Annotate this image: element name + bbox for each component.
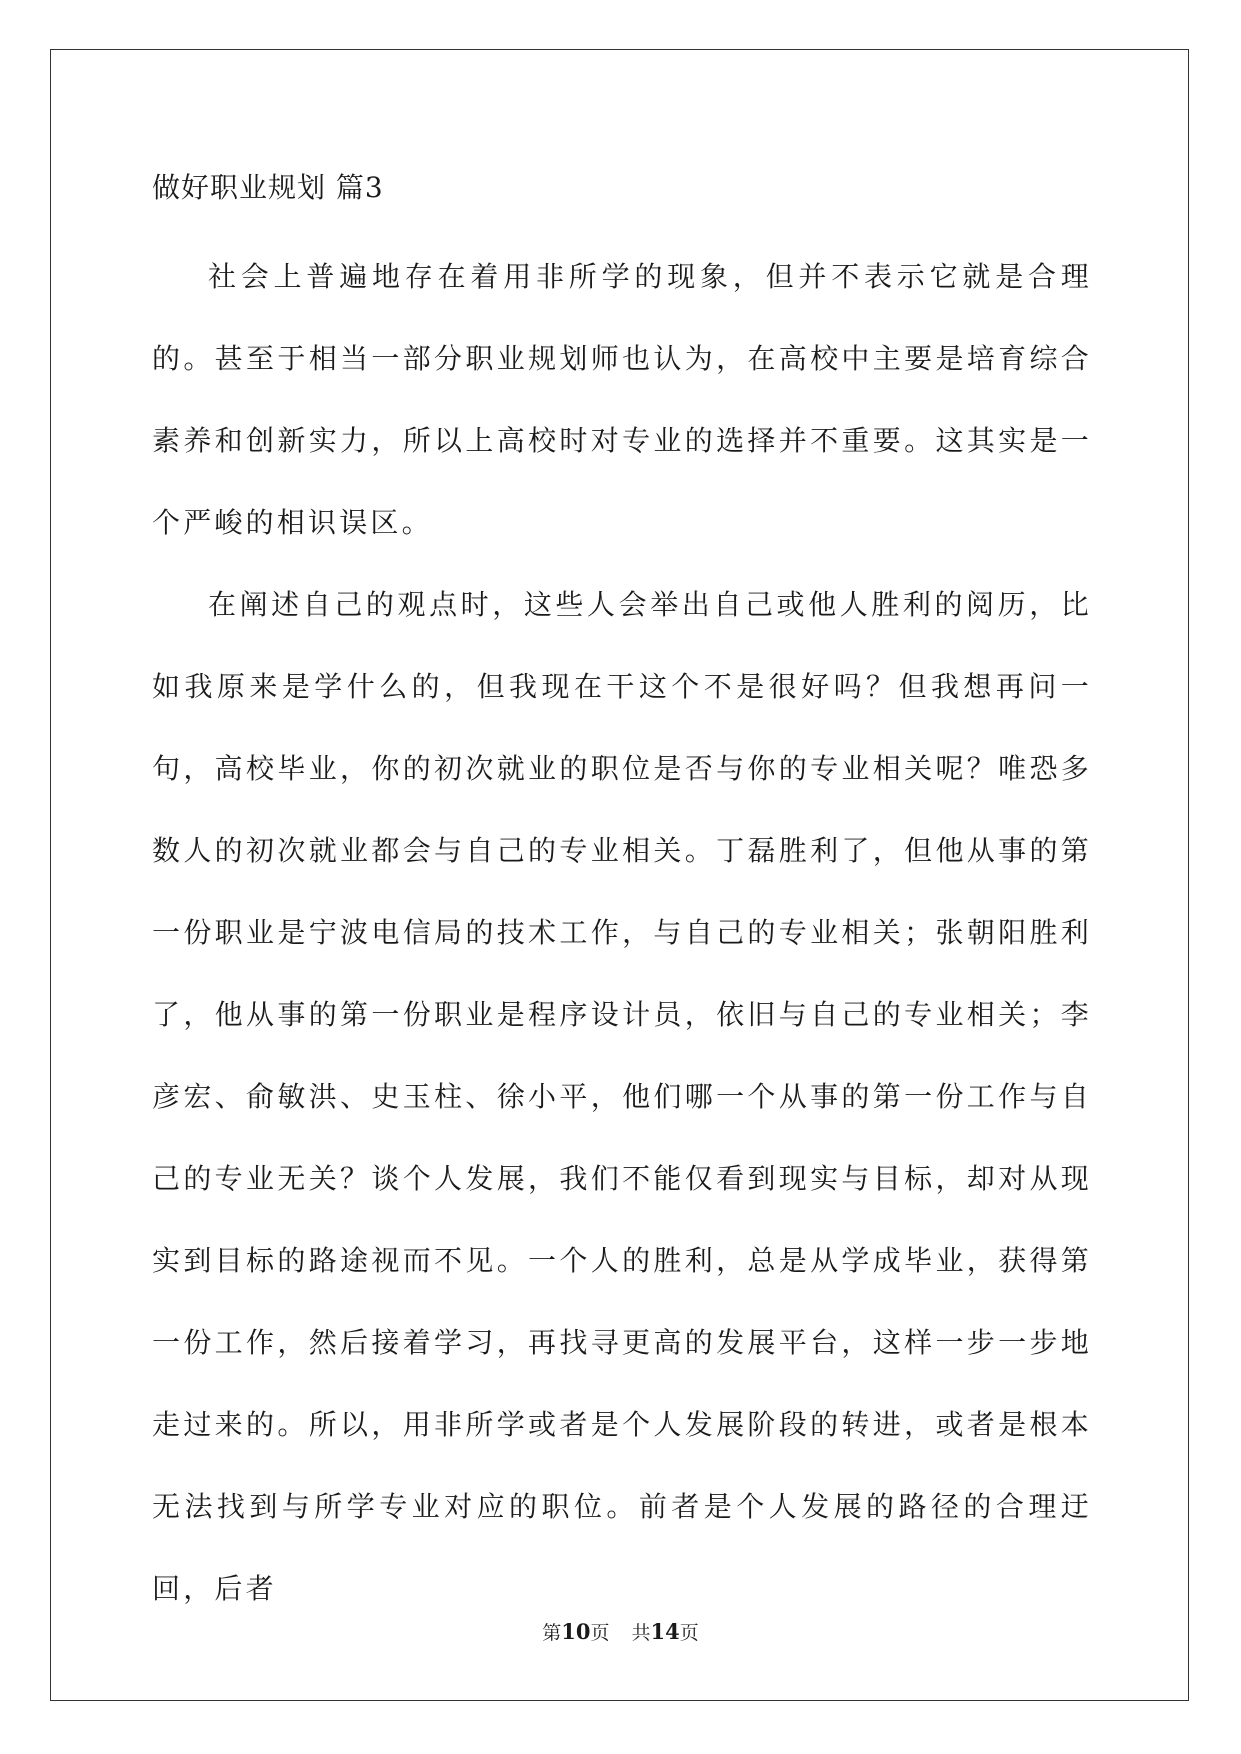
page-footer <box>0 1620 1241 1645</box>
total-page-number: 14 <box>650 1619 680 1644</box>
page-unit: 页 <box>590 1622 610 1644</box>
page-prefix: 第 <box>542 1622 562 1644</box>
paragraph-2: 在阐述自己的观点时，这些人会举出自己或他人胜利的阅历，比如我原来是学什么的，但我现在干这个不是很好吗？但我想再问一句，高校毕业，你的初次就业的职位是否与你的专业相关呢？唯恐多数人的初次就业都会与自己的专业相关。丁磊胜利了，但他从事的第一份职业是宁波电信局的技术工作，与自己的专业相关；张朝阳胜利了，他从事的第一份职业是程序设计员，依旧与自己的专业相关；李彦宏、俞敏洪、史玉柱、徐小平，他们哪一个从事的第一份工作与自己的专业无关？谈个人发展，我们不能仅看到现实与目标，却对从现实到目标的路途视而不见。一个人的胜利，总是从学成毕业，获得第一份工作，然后接着学习，再找寻更高的发展平台，这样一步一步地走过来的。所以，用非所学或者是个人发展阶段的转进，或者是根本无法找到与所学专业对应的职位。前者是个人发展的路径的合理迂回，后者 <box>152 588 1092 1605</box>
current-page-number: 10 <box>561 1619 591 1644</box>
total-unit: 页 <box>679 1622 699 1644</box>
total-prefix: 共 <box>631 1622 651 1644</box>
section-title: 做好职业规划 篇3 <box>152 171 384 204</box>
paragraph-1: 社会上普遍地存在着用非所学的现象，但并不表示它就是合理的。甚至于相当一部分职业规划师也认为，在高校中主要是培育综合素养和创新实力，所以上高校时对专业的选择并不重要。这其实是一个严峻的相识误区。 <box>152 260 1092 539</box>
document-body <box>152 168 1092 1630</box>
